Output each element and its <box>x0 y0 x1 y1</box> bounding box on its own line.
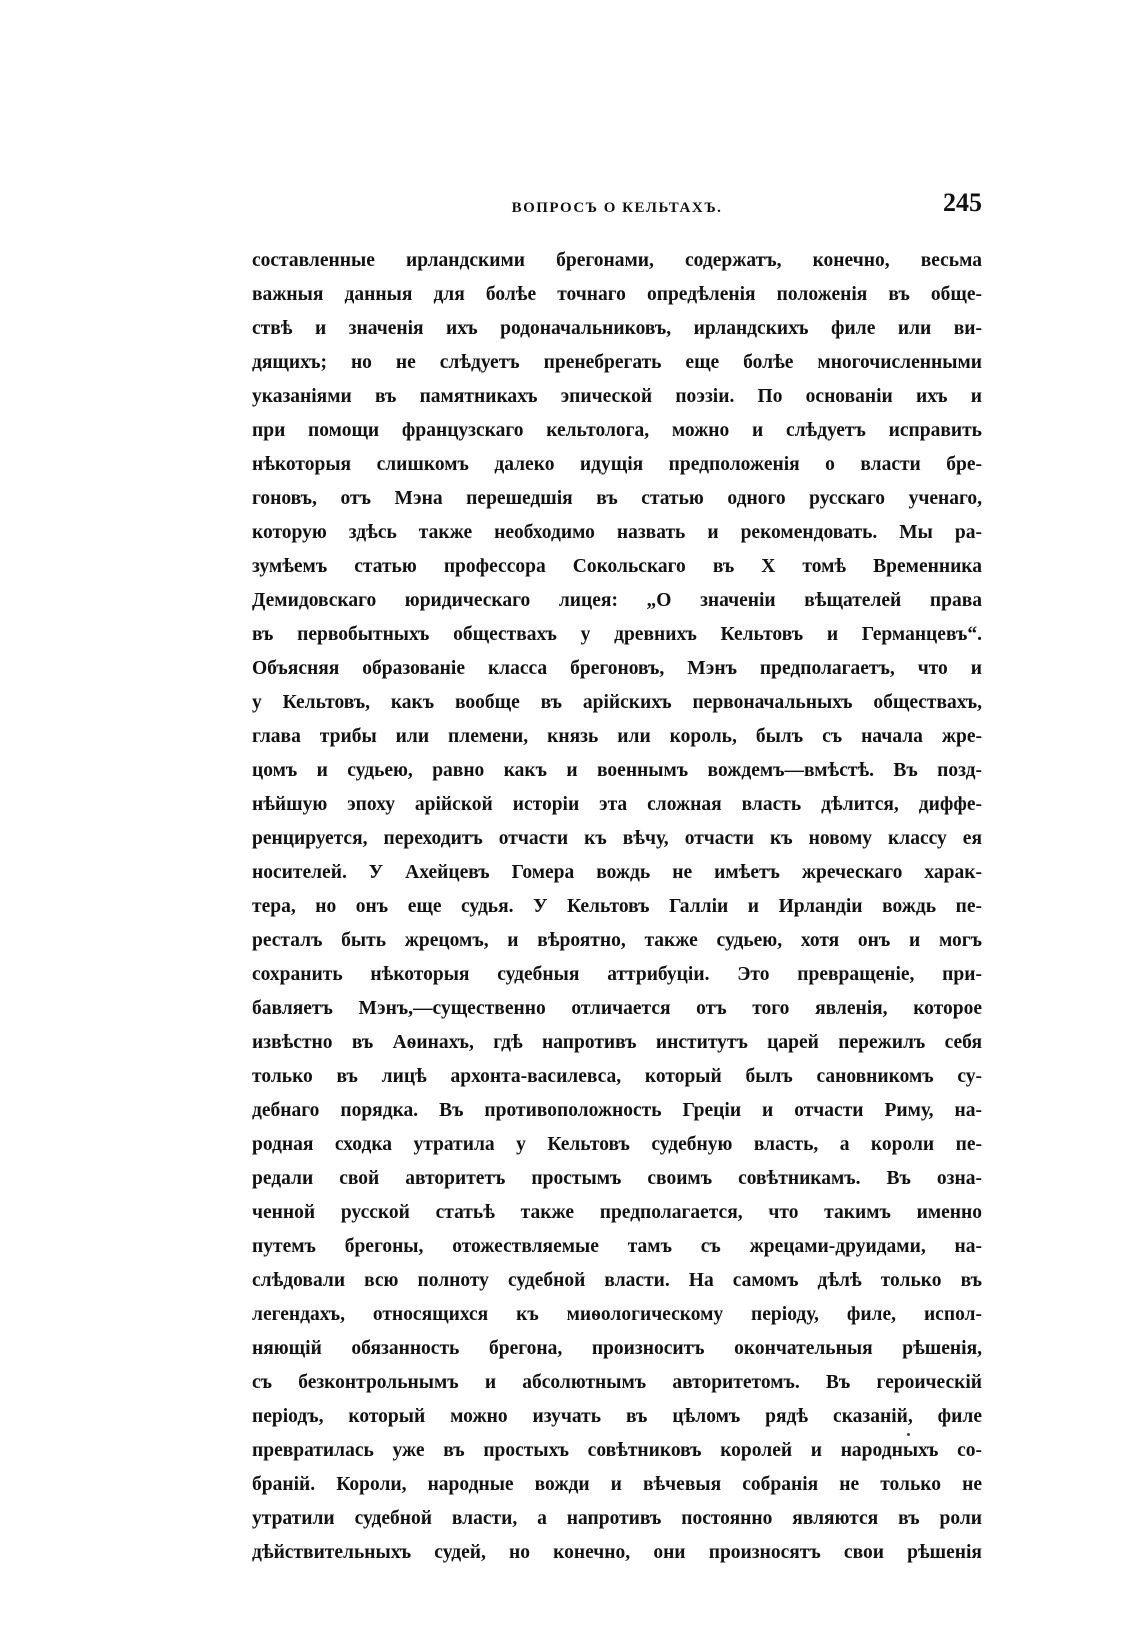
text-line: утратили судебной власти, а напротивъ постоянно являются въ роли <box>252 1508 982 1529</box>
text-line: въ первобытныхъ обществахъ у древнихъ Кельтовъ и Германцевъ“. <box>252 624 982 645</box>
stray-ink-mark <box>907 1433 910 1436</box>
text-line: глава трибы или племени, князь или король, былъ съ начала жре- <box>252 726 982 747</box>
text-line: бавляетъ Мэнъ,—существенно отличается отъ того явленія, которое <box>252 998 982 1019</box>
text-line: цомъ и судьею, равно какъ и военнымъ вождемъ—вмѣстѣ. Въ позд- <box>252 760 982 781</box>
text-line: дебнаго порядка. Въ противоположность Греціи и отчасти Риму, на- <box>252 1100 982 1121</box>
text-line: у Кельтовъ, какъ вообще въ арійскихъ первоначальныхъ обществахъ, <box>252 692 982 713</box>
text-line: періодъ, который можно изучать въ цѣломъ рядѣ сказаній, филе <box>252 1406 982 1427</box>
text-line: при помощи французскаго кельтолога, можно и слѣдуетъ исправить <box>252 420 982 441</box>
text-line: дѣйствительныхъ судей, но конечно, они произносятъ свои рѣшенія <box>252 1542 982 1563</box>
running-title: ВОПРОСЪ О КЕЛЬТАХЪ. <box>511 200 723 216</box>
text-line: только въ лицѣ архонта-василевса, который былъ сановникомъ су- <box>252 1066 982 1087</box>
text-line: превратилась уже въ простыхъ совѣтниковъ королей и народныхъ со- <box>252 1440 982 1461</box>
text-line: редали свой авторитетъ простымъ своимъ совѣтникамъ. Въ озна- <box>252 1168 982 1189</box>
text-line: няющій обязанность брегона, произноситъ окончательныя рѣшенія, <box>252 1338 982 1359</box>
text-line: зумѣемъ статью профессора Сокольскаго въ X томѣ Временника <box>252 556 982 577</box>
text-line: нѣйшую эпоху арійской исторіи эта сложная власть дѣлится, диффе- <box>252 794 982 815</box>
text-line: дящихъ; но не слѣдуетъ пренебрегать еще болѣе многочисленными <box>252 352 982 373</box>
text-line: легендахъ, относящихся къ миѳологическому періоду, филе, испол- <box>252 1304 982 1325</box>
text-line: важныя данныя для болѣе точнаго опредѣленія положенія въ обще- <box>252 284 982 305</box>
text-line: сохранить нѣкоторыя судебныя аттрибуціи. Это превращеніе, при- <box>252 964 982 985</box>
text-line: браній. Короли, народные вожди и вѣчевыя собранія не только не <box>252 1474 982 1495</box>
text-line: Демидовскаго юридическаго лицея: „О значеніи вѣщателей права <box>252 590 982 611</box>
text-line: тера, но онъ еще судья. У Кельтовъ Галліи и Ирландіи вождь пе- <box>252 896 982 917</box>
text-line: ренцируется, переходитъ отчасти къ вѣчу, отчасти къ новому классу ея <box>252 828 982 849</box>
text-line: ресталъ быть жрецомъ, и вѣроятно, также судьею, хотя онъ и могъ <box>252 930 982 951</box>
text-line: нѣкоторыя слишкомъ далеко идущія предположенія о власти бре- <box>252 454 982 475</box>
text-line: гоновъ, отъ Мэна перешедшія въ статью одного русскаго ученаго, <box>252 488 982 509</box>
running-head <box>252 188 982 228</box>
text-line: носителей. У Ахейцевъ Гомера вождь не имѣетъ жреческаго харак- <box>252 862 982 883</box>
text-line: путемъ брегоны, отожествляемые тамъ съ жрецами-друидами, на- <box>252 1236 982 1257</box>
text-line: ствѣ и значенія ихъ родоначальниковъ, ирландскихъ филе или ви- <box>252 318 982 339</box>
text-line: извѣстно въ Аѳинахъ, гдѣ напротивъ институтъ царей пережилъ себя <box>252 1032 982 1053</box>
text-line: указаніями въ памятникахъ эпической поэзіи. По основаніи ихъ и <box>252 386 982 407</box>
page-number: 245 <box>943 188 982 217</box>
text-line: съ безконтрольнымъ и абсолютнымъ авторитетомъ. Въ героическій <box>252 1372 982 1393</box>
text-line: составленные ирландскими брегонами, содержатъ, конечно, весьма <box>252 250 982 271</box>
body-text <box>252 244 982 1570</box>
text-line: родная сходка утратила у Кельтовъ судебную власть, а короли пе- <box>252 1134 982 1155</box>
text-line: слѣдовали всю полноту судебной власти. На самомъ дѣлѣ только въ <box>252 1270 982 1291</box>
text-line: Объясняя образованіе класса брегоновъ, Мэнъ предполагаетъ, что и <box>252 658 982 679</box>
text-line: которую здѣсь также необходимо назвать и рекомендовать. Мы ра- <box>252 522 982 543</box>
text-line: ченной русской статьѣ также предполагается, что такимъ именно <box>252 1202 982 1223</box>
